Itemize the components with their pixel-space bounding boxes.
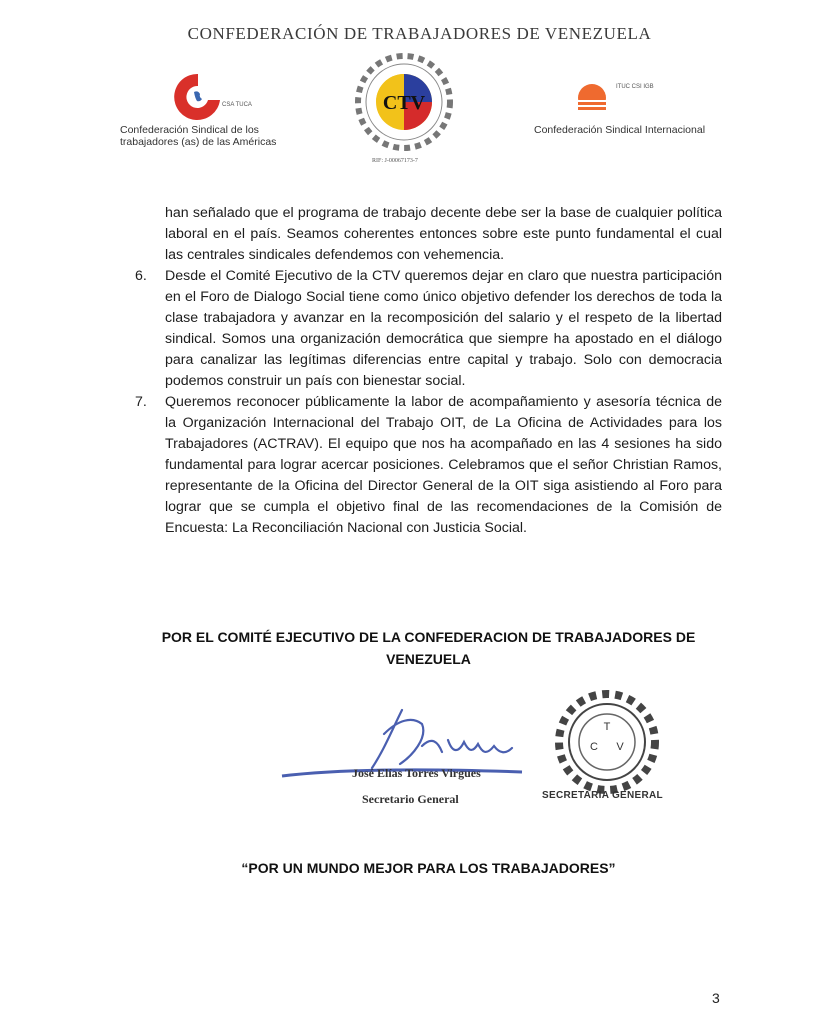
continuation-paragraph: han señalado que el programa de trabajo decente debe ser la base de cualquier política laboral en el país. Seamos coherentes entonces sobre este punto fundamental el cual las centrales sindicales defendemos con vehemencia.	[165, 205, 722, 263]
ctv-logo	[354, 52, 454, 172]
csa-tag: CSA TUCA	[222, 102, 252, 108]
csi-tag: ITUC CSI IGB	[616, 84, 654, 90]
page-number: 3	[712, 990, 720, 1006]
motto: “POR UN MUNDO MEJOR PARA LOS TRABAJADORES”	[241, 860, 616, 876]
svg-text:T: T	[603, 721, 611, 733]
ctv-rif: RIF: J-00067173-7	[372, 158, 418, 164]
closing-line: POR EL COMITÉ EJECUTIVO DE LA CONFEDERACION DE TRABAJADORES DE VENEZUELA	[161, 629, 696, 667]
signer-role: Secretario General	[362, 792, 459, 806]
item-number: 7.	[135, 394, 147, 410]
csi-caption: Confederación Sindical Internacional	[534, 124, 706, 136]
signature-block	[272, 690, 692, 825]
csi-emblem-icon	[574, 80, 614, 120]
svg-text:C: C	[590, 741, 598, 753]
csa-caption: Confederación Sindical de los trabajadores (as) de las Américas	[120, 124, 277, 148]
ctv-gear-emblem-icon	[354, 52, 454, 158]
letterhead-title: CONFEDERACIÓN DE TRABAJADORES DE VENEZUELA	[187, 24, 652, 43]
item-text: Desde el Comité Ejecutivo de la CTV queremos dejar en claro que nuestra participación en el Foro de Dialogo Social tiene como único objetivo defender los derechos de toda la clase trabajadora y avanzar en la recomposición del salario y el respeto de la libertad sindical. Somos una organización democrática que siempre ha apostado en el diálogo para canalizar las legítimas diferencias entre capital y trabajo. Solo con democracia podemos construir un país con bienestar social.	[165, 268, 722, 389]
list-item	[135, 392, 722, 539]
signer-name: José Elías Torres Virgues	[352, 766, 481, 780]
list-item	[135, 266, 722, 392]
csa-logo	[120, 66, 295, 156]
csa-globe-icon	[168, 70, 224, 122]
csi-logo	[520, 80, 710, 140]
seal-caption: SECRETARIA GENERAL	[542, 790, 663, 801]
item-text: Queremos reconocer públicamente la labor de acompañamiento y asesoría técnica de la Organización Internacional del Trabajo OIT, de La Oficina de Actividades para los Trabajadores (ACTRAV). El equipo que nos ha acompañado en las 4 sesiones ha sido fundamental para lograr acercar posiciones. Celebramos que el señor Christian Ramos, representante de la Oficina del Director General de la OIT siga asistiendo al Foro para lograr que se cumpla el objetivo final de las recomendaciones de la Comisión de Encuesta: La Reconciliación Nacional con Justicia Social.	[165, 394, 722, 536]
svg-text:CTV: CTV	[382, 92, 426, 114]
svg-text:V: V	[616, 741, 624, 753]
secretaria-seal-icon	[542, 690, 672, 800]
item-number: 6.	[135, 268, 147, 284]
letter-body	[135, 203, 722, 539]
